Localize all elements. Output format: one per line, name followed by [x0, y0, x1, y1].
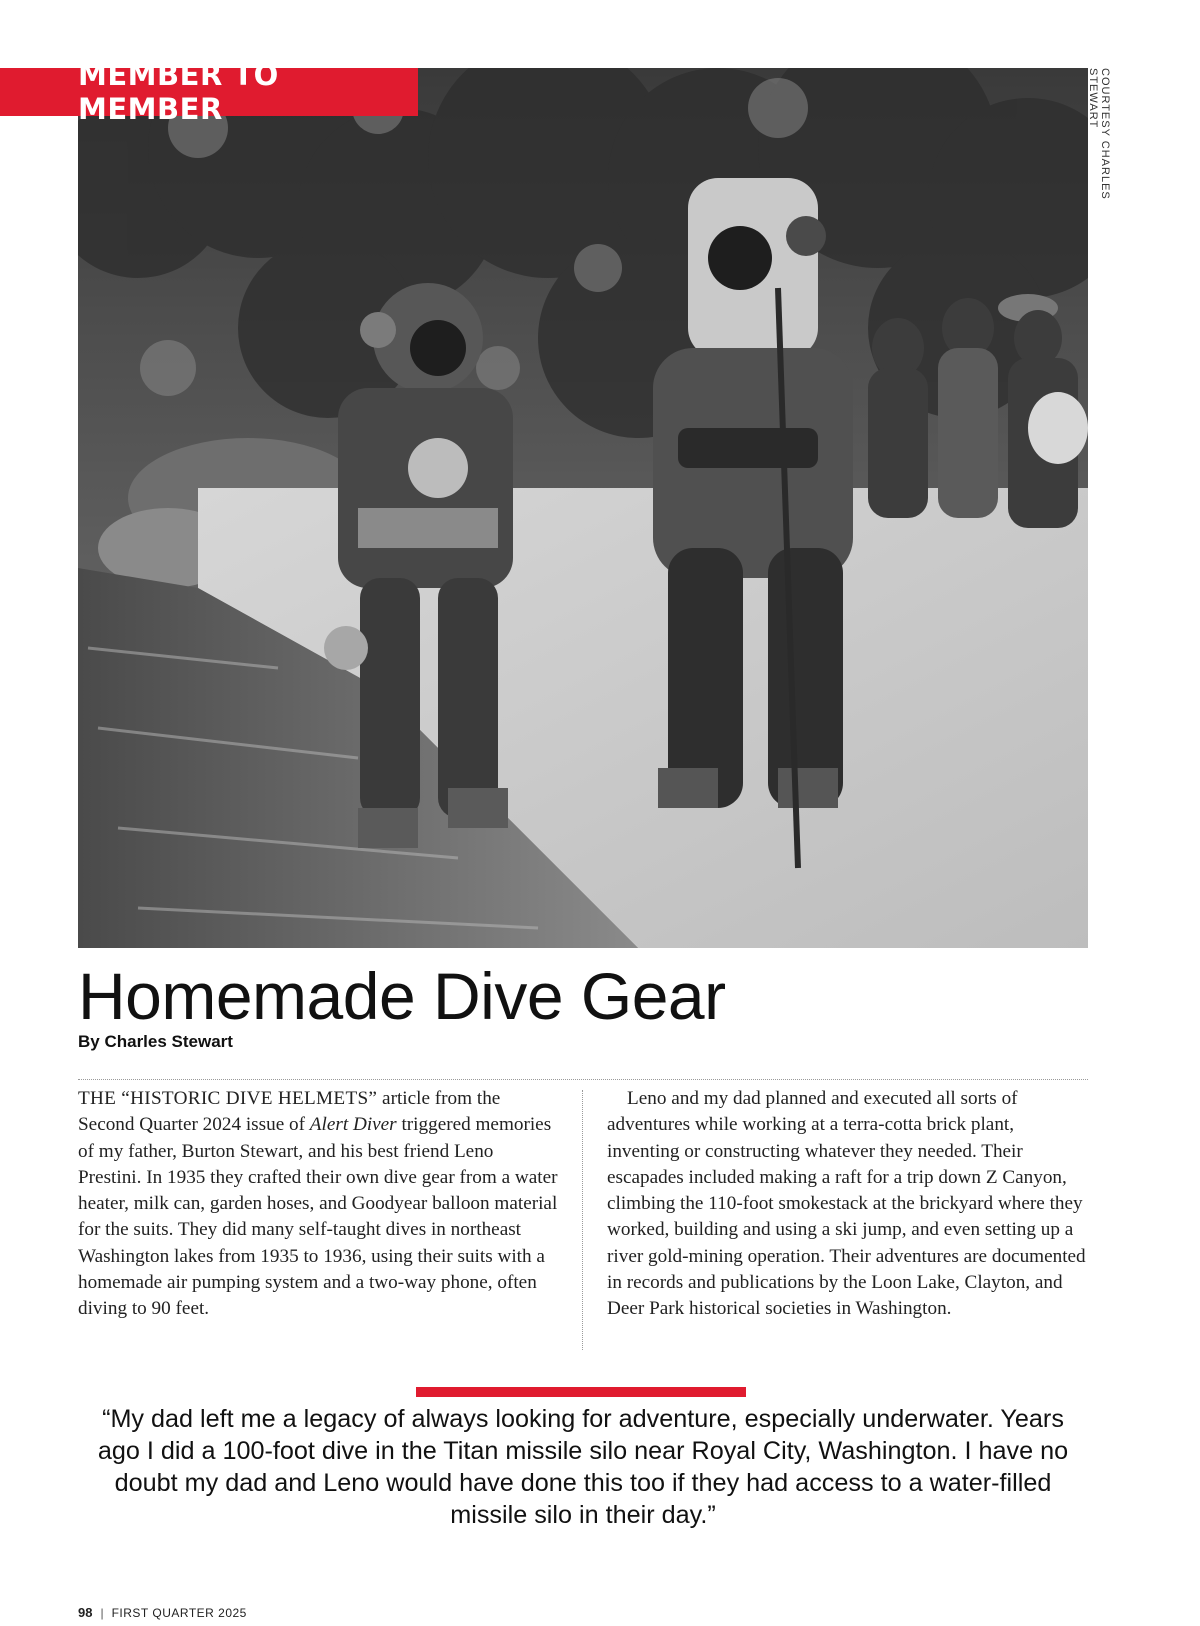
page-footer: [78, 1605, 247, 1620]
photo-credit: COURTESY CHARLES STEWART: [1087, 68, 1111, 200]
pull-quote: “My dad left me a legacy of always looking for adventure, especially underwater. Years ago I did a 100-foot dive in the Titan missile silo near Royal City, Washington. I have no doubt my dad and Leno would have done this too if they had access to a water-filled missile silo in their day.”: [97, 1405, 1069, 1529]
issue-label: FIRST QUARTER 2025: [111, 1605, 247, 1620]
body-paragraph-right: Leno and my dad planned and executed all sorts of adventures while working at a terra-cotta brick plant, inventing or constructing whatever they needed. Their escapades included making a raft for a trip down Z Canyon, climbing the 110-foot smokestack at the brickyard where they worked, building and using a ski jump, and even setting up a river gold-mining operation. Their adventures are documented in records and publications by the Loon Lake, Clayton, and Deer Park historical societies in Washington.: [607, 1088, 1086, 1320]
body-text-2: triggered memories of my father, Burton Stewart, and his best friend Leno Prestini. In 1935 they crafted their own dive gear from a water heater, milk can, garden hoses, and Goodyear balloon material for the suits. They did many self-taught dives in northeast Washington lakes from 1935 to 1936, using their suits with a homemade air pumping system and a two-way phone, often diving to 90 feet.: [78, 1114, 558, 1320]
lead-in: THE “HISTORIC DIVE HELMETS”: [78, 1088, 378, 1109]
byline: By Charles Stewart: [78, 1032, 233, 1051]
page-number: 98: [78, 1605, 93, 1620]
dotted-divider: [78, 1079, 1088, 1080]
section-label: MEMBER TO MEMBER: [78, 58, 279, 126]
column-divider: [582, 1090, 583, 1350]
footer-separator: |: [100, 1605, 104, 1620]
body-column-right: [607, 1086, 1089, 1323]
body-column-left: [78, 1086, 560, 1323]
hero-photo: [78, 68, 1088, 948]
body-text-1: article from the Second Quarter 2024 issue of: [78, 1088, 501, 1136]
section-label-tab: [0, 58, 418, 126]
article-headline: Homemade Dive Gear: [78, 959, 726, 1033]
magazine-name: Alert Diver: [309, 1114, 397, 1136]
body-paragraph-left: [78, 1086, 560, 1323]
pull-quote-accent-bar: [416, 1387, 746, 1397]
